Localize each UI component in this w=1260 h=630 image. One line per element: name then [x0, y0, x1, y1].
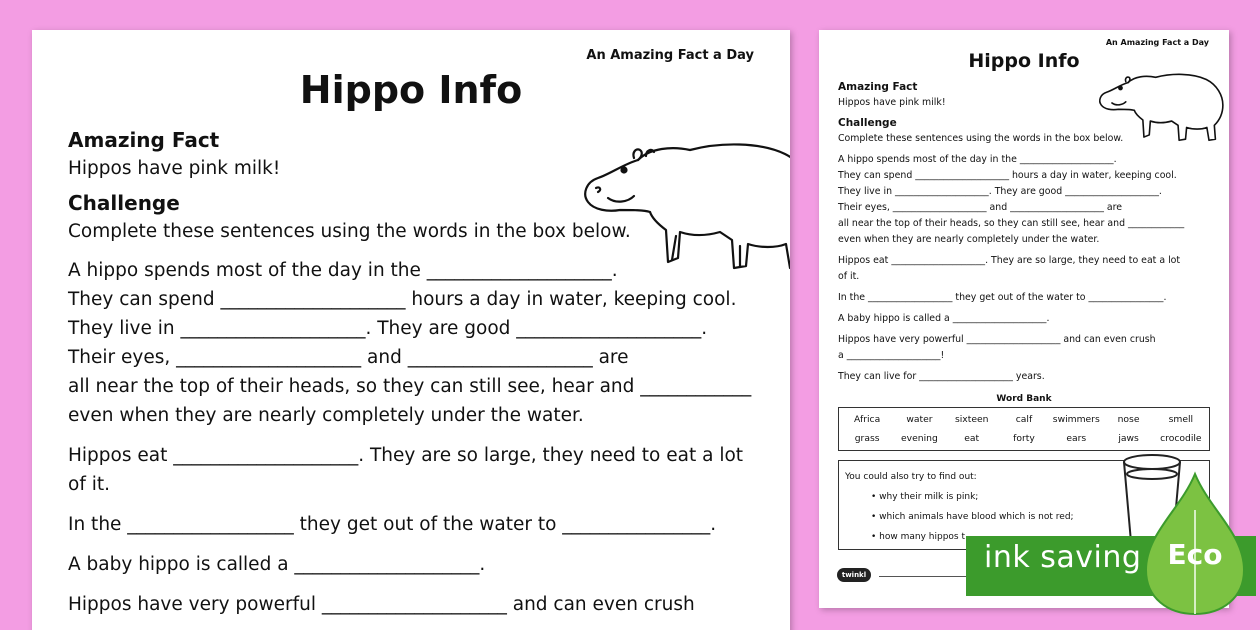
- twinkl-logo: twinkl: [837, 568, 871, 582]
- ink-saving-label: ink saving: [984, 540, 1142, 575]
- amazing-fact-heading: Amazing Fact: [838, 81, 918, 93]
- sentence-line: Hippos eat ____________________. They are so large, they need to eat a lot: [68, 445, 744, 466]
- word-bank-word: nose: [1117, 414, 1140, 425]
- word-bank-word: crocodile: [1160, 433, 1202, 444]
- word-bank-word: evening: [901, 433, 938, 444]
- page-title: Hippo Info: [299, 68, 523, 112]
- find-out-intro: You could also try to find out:: [845, 472, 977, 482]
- sentence-line: Hippos have very powerful ____________________ and can even crush: [838, 334, 1156, 345]
- find-out-item: • why their milk is pink;: [871, 487, 1203, 507]
- brand-text: An Amazing Fact a Day: [1105, 38, 1209, 47]
- word-bank-word: calf: [1015, 414, 1033, 425]
- sentence-line: A hippo spends most of the day in the ____________________.: [68, 260, 618, 281]
- sentence-line: all near the top of their heads, so they can still see, hear and ____________: [838, 218, 1185, 229]
- word-bank-word: jaws: [1118, 433, 1139, 444]
- word-bank-word: smell: [1168, 414, 1194, 425]
- sentence-line: even when they are nearly completely under the water.: [68, 405, 584, 426]
- word-bank-word: eat: [964, 433, 980, 444]
- brand-text: An Amazing Fact a Day: [586, 48, 754, 63]
- word-bank-word: grass: [854, 433, 880, 444]
- sentence-line: even when they are nearly completely under the water.: [838, 234, 1100, 245]
- sentence-line: a ____________________!: [838, 350, 945, 361]
- word-bank-word: ears: [1066, 433, 1087, 444]
- challenge-text: Complete these sentences using the words in the box below.: [68, 221, 631, 242]
- challenge-text: Complete these sentences using the words in the box below.: [838, 133, 1124, 144]
- sentence-line: Hippos have very powerful ____________________ and can even crush: [68, 594, 695, 615]
- find-out-item: • how many hippos t: [871, 527, 1203, 547]
- sentence-line: A baby hippo is called a ____________________.: [838, 313, 1050, 324]
- word-bank-word: water: [906, 414, 933, 425]
- sentence-line: They live in ____________________. They are good ____________________.: [68, 318, 708, 339]
- eco-drop: [1140, 470, 1250, 618]
- word-bank-title: Word Bank: [996, 394, 1052, 404]
- sentence-line: They live in ____________________. They are good ____________________.: [838, 186, 1162, 197]
- sentence-line: of it.: [68, 474, 110, 495]
- sentence-line: A baby hippo is called a ____________________.: [68, 554, 486, 575]
- sentence-line: In the __________________ they get out of the water to ________________.: [838, 292, 1167, 303]
- sentence-line: Hippos eat ____________________. They are so large, they need to eat a lot: [838, 255, 1181, 266]
- sentence-line: They can spend ____________________ hours a day in water, keeping cool.: [838, 170, 1177, 181]
- sentence-line: Their eyes, ____________________ and ____________________ are: [68, 347, 629, 368]
- challenge-heading: Challenge: [68, 191, 180, 215]
- sentence-line: They can spend ____________________ hours a day in water, keeping cool.: [68, 289, 737, 310]
- worksheet-page: [32, 30, 790, 630]
- word-bank-word: Africa: [854, 414, 881, 425]
- sentence-line: all near the top of their heads, so they can still see, hear and ____________: [68, 376, 752, 397]
- amazing-fact-heading: Amazing Fact: [68, 128, 220, 152]
- word-bank-word: swimmers: [1052, 414, 1100, 425]
- word-bank-word: sixteen: [954, 414, 989, 425]
- sentence-line: In the __________________ they get out of the water to ________________.: [68, 514, 717, 535]
- sentence-line: of it.: [838, 271, 860, 282]
- sentence-line: A hippo spends most of the day in the ____________________.: [838, 154, 1117, 165]
- preview-title: Hippo Info: [968, 50, 1080, 72]
- word-bank-word: forty: [1013, 433, 1035, 444]
- amazing-fact-text: Hippos have pink milk!: [838, 97, 946, 108]
- word-bank: [838, 407, 1210, 451]
- amazing-fact-text: Hippos have pink milk!: [68, 158, 281, 179]
- eco-label: Eco: [1167, 538, 1223, 571]
- sentence-line: They can live for ____________________ years.: [838, 371, 1045, 382]
- sentence-line: Their eyes, ____________________ and ____________________ are: [838, 202, 1123, 213]
- challenge-heading: Challenge: [838, 117, 897, 129]
- find-out-item: • which animals have blood which is not red;: [871, 507, 1203, 527]
- worksheet-content: [68, 126, 758, 619]
